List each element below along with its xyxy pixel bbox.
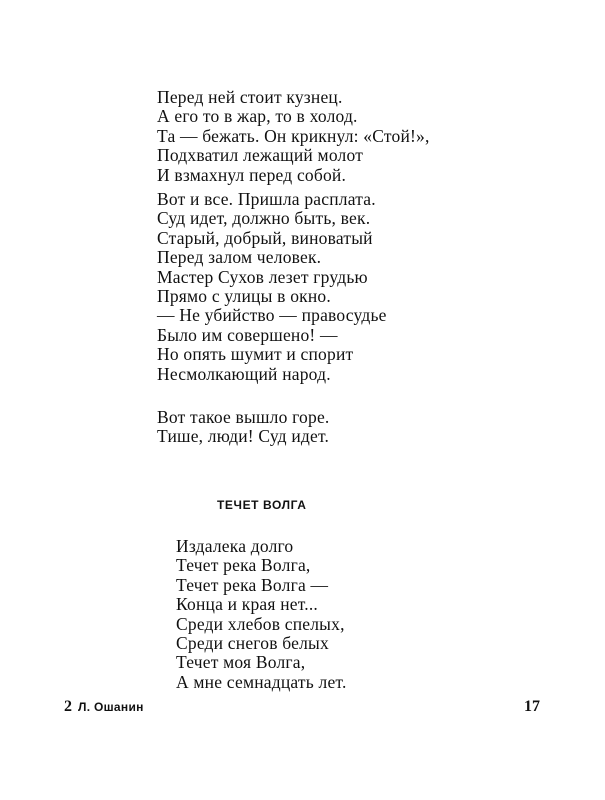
poem-line: Подхватил лежащий молот: [157, 145, 364, 166]
poem-line: Суд идет, должно быть, век.: [157, 208, 371, 229]
poem-line: А мне семнадцать лет.: [176, 671, 347, 692]
poem-line: Перед ней стоит кузнец.: [157, 87, 343, 107]
stanza: [157, 408, 330, 447]
poem-line: Мастер Сухов лезет грудью: [157, 266, 368, 287]
poem-line: Конца и края нет...: [176, 594, 318, 615]
stanza: [157, 88, 430, 185]
poem-line: Но опять шумит и спорит: [157, 344, 354, 365]
poem-line: Тише, люди! Суд идет.: [157, 426, 330, 447]
poem-line: А его то в жар, то в холод.: [157, 106, 358, 127]
stanza: [157, 190, 387, 384]
poem-line: Та — бежать. Он крикнул: «Стой!»,: [157, 125, 430, 146]
author-name: Л. Ошанин: [78, 700, 144, 714]
stanza: [176, 537, 347, 692]
poem-line: Издалека долго: [176, 536, 294, 556]
page-number: 17: [524, 698, 540, 715]
poem-line: Течет река Волга,: [176, 555, 311, 576]
poem-title: ТЕЧЕТ ВОЛГА: [217, 498, 307, 512]
poem-line: Течет моя Волга,: [176, 652, 306, 673]
poem-line: Вот такое вышло горе.: [157, 407, 330, 427]
poem-line: Среди снегов белых: [176, 633, 329, 654]
poem-line: Было им совершено! —: [157, 324, 338, 345]
poem-line: Прямо с улицы в окно.: [157, 286, 331, 307]
signature-number: 2: [64, 698, 72, 715]
poem-line: Среди хлебов спелых,: [176, 613, 345, 634]
poem-line: Вот и все. Пришла расплата.: [157, 189, 376, 209]
poem-line: Течет река Волга —: [176, 574, 329, 595]
poem-line: Старый, добрый, виноватый: [157, 227, 373, 248]
footer-signature: [64, 698, 144, 716]
poem-line: — Не убийство — правосудье: [157, 305, 387, 326]
poem-line: И взмахнул перед собой.: [157, 164, 347, 185]
poem-line: Несмолкающий народ.: [157, 363, 331, 384]
poem-line: Перед залом человек.: [157, 247, 322, 268]
